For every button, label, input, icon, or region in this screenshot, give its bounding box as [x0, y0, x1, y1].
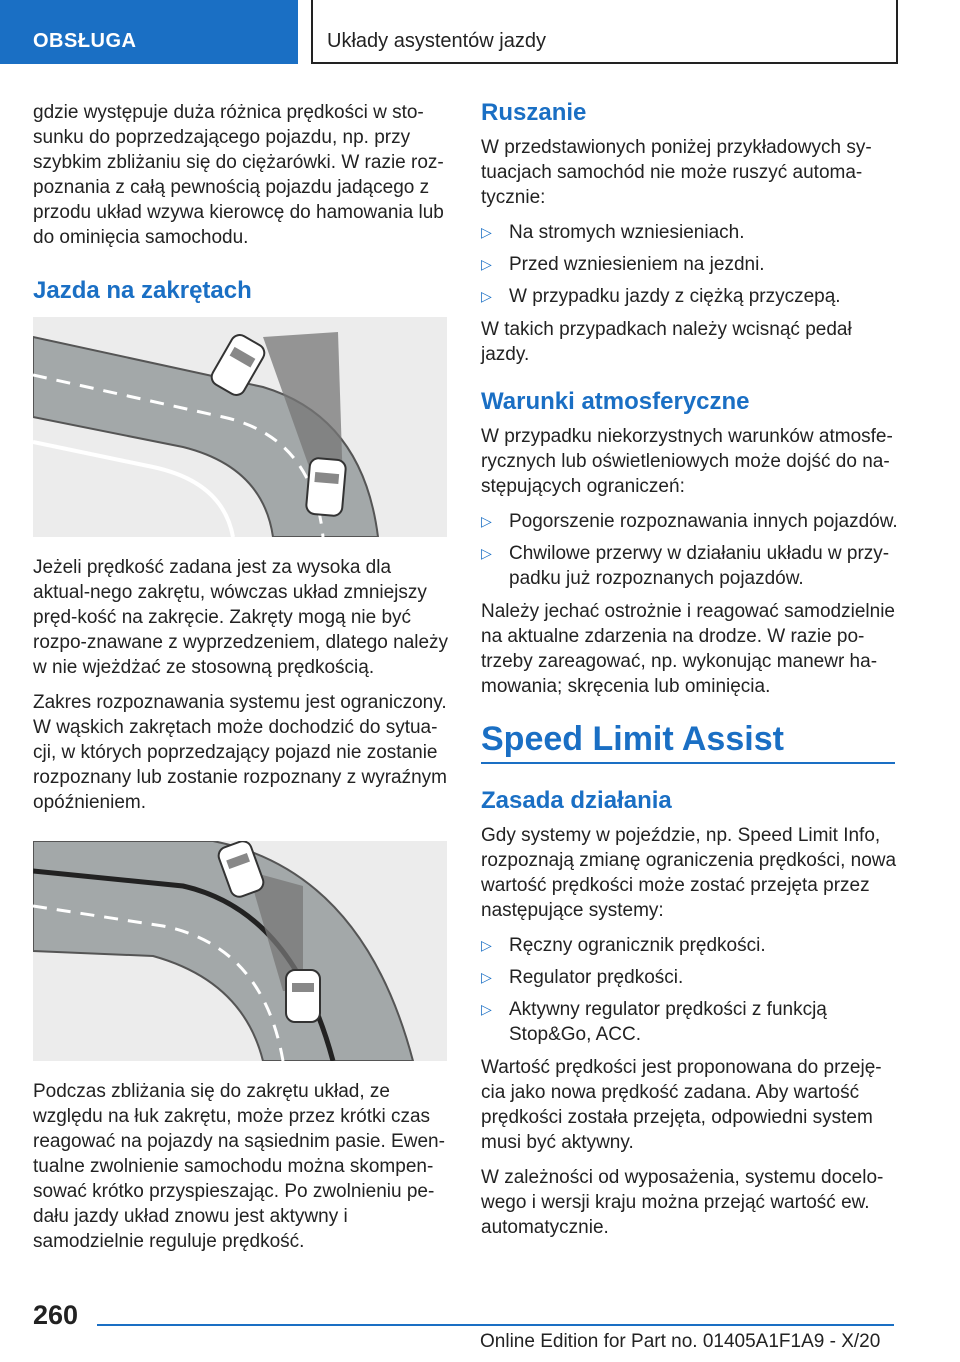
heading-principle: Zasada działania	[481, 787, 672, 814]
triangle-bullet-icon: ▷	[481, 969, 492, 985]
triangle-bullet-icon: ▷	[481, 1001, 492, 1017]
section-tab	[0, 0, 298, 64]
intro-paragraph: gdzie występuje duża różnica prędkości w sto-sunku do poprzedzającego pojazdu, np. przy szybkim zbliżaniu się do ciężarówki. W razie roz-poznania z całą pewnością pojazdu jadącego z przodu układ wzywa kierowcę do hamowania lub do ominięcia samochodu.	[33, 102, 444, 248]
list-item: ▷ Chwilowe przerwy w działaniu układu w przy-padku już rozpoznanych pojazdów.	[481, 543, 890, 589]
start-outro: W takich przypadkach należy wcisnąć pedał jazdy.	[481, 319, 852, 365]
edition-footer: Online Edition for Part no. 01405A1F1A9 - X/20	[480, 1331, 881, 1352]
triangle-bullet-icon: ▷	[481, 256, 492, 272]
triangle-bullet-icon: ▷	[481, 224, 492, 240]
heading-curves: Jazda na zakrętach	[33, 277, 252, 304]
list-item: ▷ Aktywny regulator prędkości z funkcją Stop&Go, ACC.	[481, 999, 827, 1045]
list-item: ▷ Przed wzniesieniem na jezdni.	[481, 254, 765, 275]
chapter-tab	[311, 0, 898, 64]
weather-list	[481, 509, 899, 591]
list-item: ▷ Ręczny ogranicznik prędkości.	[481, 935, 766, 956]
start-list	[481, 220, 899, 309]
curve-illustration-1	[33, 317, 447, 537]
list-item: ▷ W przypadku jazdy z ciężką przyczepą.	[481, 286, 841, 307]
heading-start: Ruszanie	[481, 99, 587, 126]
section-label: OBSŁUGA	[33, 30, 137, 52]
principle-list	[481, 933, 899, 1047]
right-column	[481, 100, 899, 1250]
list-item: ▷ Pogorszenie rozpoznawania innych pojazdów.	[481, 511, 898, 532]
principle-paragraph-3: W zależności od wyposażenia, systemu docelo-wego i wersji kraju można przejąć wartość ew. automatycznie.	[481, 1167, 884, 1238]
list-item: ▷ Na stromych wzniesieniach.	[481, 222, 745, 243]
weather-outro: Należy jechać ostrożnie i reagować samodzielnie na aktualne zdarzenia na drodze. W razie po-trzeby zareagować, np. wykonując manewr ha-mowania; skręcenia lub ominięcia.	[481, 601, 895, 697]
list-item: ▷ Regulator prędkości.	[481, 967, 684, 988]
triangle-bullet-icon: ▷	[481, 545, 492, 561]
heading-weather: Warunki atmosferyczne	[481, 388, 750, 415]
weather-intro: W przypadku niekorzystnych warunków atmosfe-rycznych lub oświetleniowych może dojść do na-stępujących ograniczeń:	[481, 426, 893, 497]
curves-paragraph-2: Zakres rozpoznawania systemu jest ograniczony. W wąskich zakrętach może dochodzić do sytua-cji, w których poprzedzający pojazd nie zostanie rozpoznany lub zostanie rozpoznany z wyraźnym opóźnieniem.	[33, 692, 447, 813]
principle-paragraph-2: Wartość prędkości jest proponowana do przeję-cia jako nowa prędkość zadana. Aby wartość prędkości została przejęta, odpowiedni system musi być aktywny.	[481, 1057, 882, 1153]
triangle-bullet-icon: ▷	[481, 288, 492, 304]
curve-illustration-2	[33, 841, 447, 1061]
triangle-bullet-icon: ▷	[481, 513, 492, 529]
title-speed-limit-assist: Speed Limit Assist	[481, 727, 895, 764]
principle-intro: Gdy systemy w pojeździe, np. Speed Limit Info, rozpoznają zmianę ograniczenia prędkości, nowa wartość prędkości może zostać przejęta przez następujące systemy:	[481, 825, 897, 921]
page-number: 260	[33, 1300, 79, 1330]
start-intro: W przedstawionych poniżej przykładowych sy-tuacjach samochód nie może ruszyć automa-tycznie:	[481, 137, 872, 208]
left-column	[33, 100, 451, 1264]
footer-divider	[97, 1324, 894, 1326]
chapter-title: Układy asystentów jazdy	[327, 30, 546, 52]
curves-paragraph-3: Podczas zbliżania się do zakrętu układ, ze względu na łuk zakrętu, może przez krótki czas reagować na pojazdy na sąsiednim pasie. Ewen-tualne zwolnienie samochodu można skompen-sować krótko przyspieszając. Po zwolnieniu pe-dału jazdy układ znowu jest aktywny i samodzielnie reguluje prędkość.	[33, 1081, 445, 1252]
curves-paragraph-1: Jeżeli prędkość zadana jest za wysoka dla aktual-nego zakrętu, wówczas układ zmniejszy pręd-kość na zakręcie. Zakręty mogą nie być rozpo-znawane z wyprzedzeniem, dlatego należy w nie wjeżdżać ze stosowną prędkością.	[33, 557, 449, 678]
triangle-bullet-icon: ▷	[481, 937, 492, 953]
